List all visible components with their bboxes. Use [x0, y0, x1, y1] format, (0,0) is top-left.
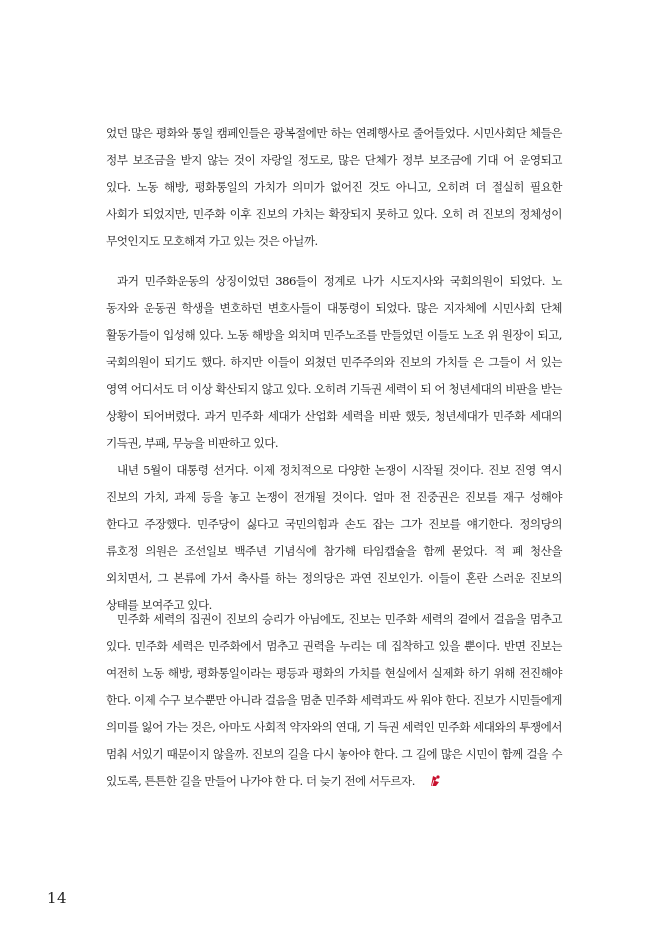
end-mark-dot-shape: [436, 775, 439, 778]
paragraph-line: 민주화 세력의 집권이 진보의 승리가 아님에도, 진보는 민주화 세력의 곁에서 걸음을: [117, 612, 526, 626]
paragraph-line: 하기 위해 전진해야 한다. 이제 수구 보수뿐만 아니라 걸음을 멈춘 민주화 세력과도 싸: [106, 666, 562, 707]
paragraph-line: 었던 많은 평화와 통일 캠페인들은 광복절에만 하는 연례행사로 줄어들었다. 시민사회단: [106, 126, 527, 140]
paragraph-line: 원장이 되고, 국회의원이 되기도 했다. 하지만 이들이 외쳤던 민주주의와 진보의 가치들: [106, 328, 562, 369]
paragraph-line: 과거 민주화운동의 상징이었던 386들이 정계로 나가 시도지사와 국회의원이 되었다. 노: [117, 274, 562, 288]
page-number: 14: [47, 889, 68, 907]
paragraph-line: 역시 진보의 가치, 과제 등을 놓고 논쟁이 전개될 것이다. 얼마 전 진중권은 진보를 재구: [106, 463, 563, 504]
paragraph-line: 워야 한다. 진보가 시민들에게 의미를 잃어 가는 것은, 아마도 사회적 약자와의 연대, 기: [106, 693, 562, 734]
paragraph-line: 동자와 운동권 학생을 변호하던 변호사들이 대통령이 되었다. 많은 지자체에 시민사회: [106, 301, 535, 315]
paragraph-line: 멈추고 있다. 민주화 세력은 민주화에서 멈추고 권력을 누리는 데 집착하고 있을 뿐이다.: [106, 612, 563, 653]
paragraph-line: 은 그들이 서 있는 영역 어디서도 더 이상 확산되지 않고 있다. 오히려 기득권 세력이 되: [106, 355, 562, 396]
paragraph-line: 려 진보의 정체성이 무엇인지도 모호해져 가고 있는 것은 아닐까.: [106, 207, 563, 248]
paragraph-line: 어 운영되고 있다. 노동 해방, 평화통일의 가치가 의미가 없어진 것도 아니고, 오히려 더: [106, 153, 562, 194]
end-of-article-mark-icon: [418, 770, 430, 783]
paragraph-line: 다. 더 늦기 전에 서두르자.: [288, 774, 415, 788]
paragraph-line: 반면 진보는 여전히 노동 해방, 평화통일이라는 평등과 평화의 가치를 현실에서 실제화: [106, 639, 562, 680]
paragraph-3: [106, 606, 562, 795]
paragraph-line: 성해야 한다고 주장했다. 민주당이 싫다고 국민의힘과 손도 잡는 그가 진보를 얘기한다.: [106, 490, 562, 531]
paragraph-line: 체들은 정부 보조금을 받지 않는 것이 자랑일 정도로, 많은 단체가 정부 보조금에 기대: [106, 126, 563, 167]
paragraph-1: [106, 120, 562, 255]
paragraph-line: 득권 세력인 민주화 세대와의 투쟁에서 멈춰 서있기 때문이지 않을까. 진보의 길을 다시: [106, 720, 562, 761]
paragraph-line: 정의당의 류호정 의원은 조선일보 백주년 기념식에 참가해 타임캡슐을 함께 묻었다. 적: [106, 517, 562, 558]
paragraph-line: 스러운 진보의 상태를 보여주고 있다.: [106, 571, 563, 612]
paragraph-line: 단체 활동가들이 입성해 있다. 노동 해방을 외치며 민주노조를 만들었던 이들도 노조 위: [106, 301, 563, 342]
paragraph-line: 어 청년세대의 비판을 받는 상황이 되어버렸다. 과거 민주화 세대가 산업화 세력을 비판: [106, 382, 562, 423]
paragraph-line: 했듯, 청년세대가 민주화 세대의 기득권, 부패, 무능을 비판하고 있다.: [106, 409, 562, 450]
paragraph-line-indented: 내년 5월이 대통령 선거다. 이제 정치적으로 다양한 논쟁이 시작될 것이다. 진보 진영: [117, 463, 536, 477]
paragraph-line: 폐 청산을 외치면서, 그 본류에 가서 축사를 하는 정의당은 과연 진보인가. 이들이 혼란: [106, 544, 563, 585]
paragraph-line: 절실히 필요한 사회가 되었지만, 민주화 이후 진보의 가치는 확장되지 못하고 있다. 오히: [106, 180, 563, 221]
paragraph-2: [106, 268, 562, 619]
paragraph-line: 놓아야 한다. 그 길에 많은 시민이 함께 걸을 수 있도록, 튼튼한 길을 만들어 나가야 한: [106, 747, 563, 788]
